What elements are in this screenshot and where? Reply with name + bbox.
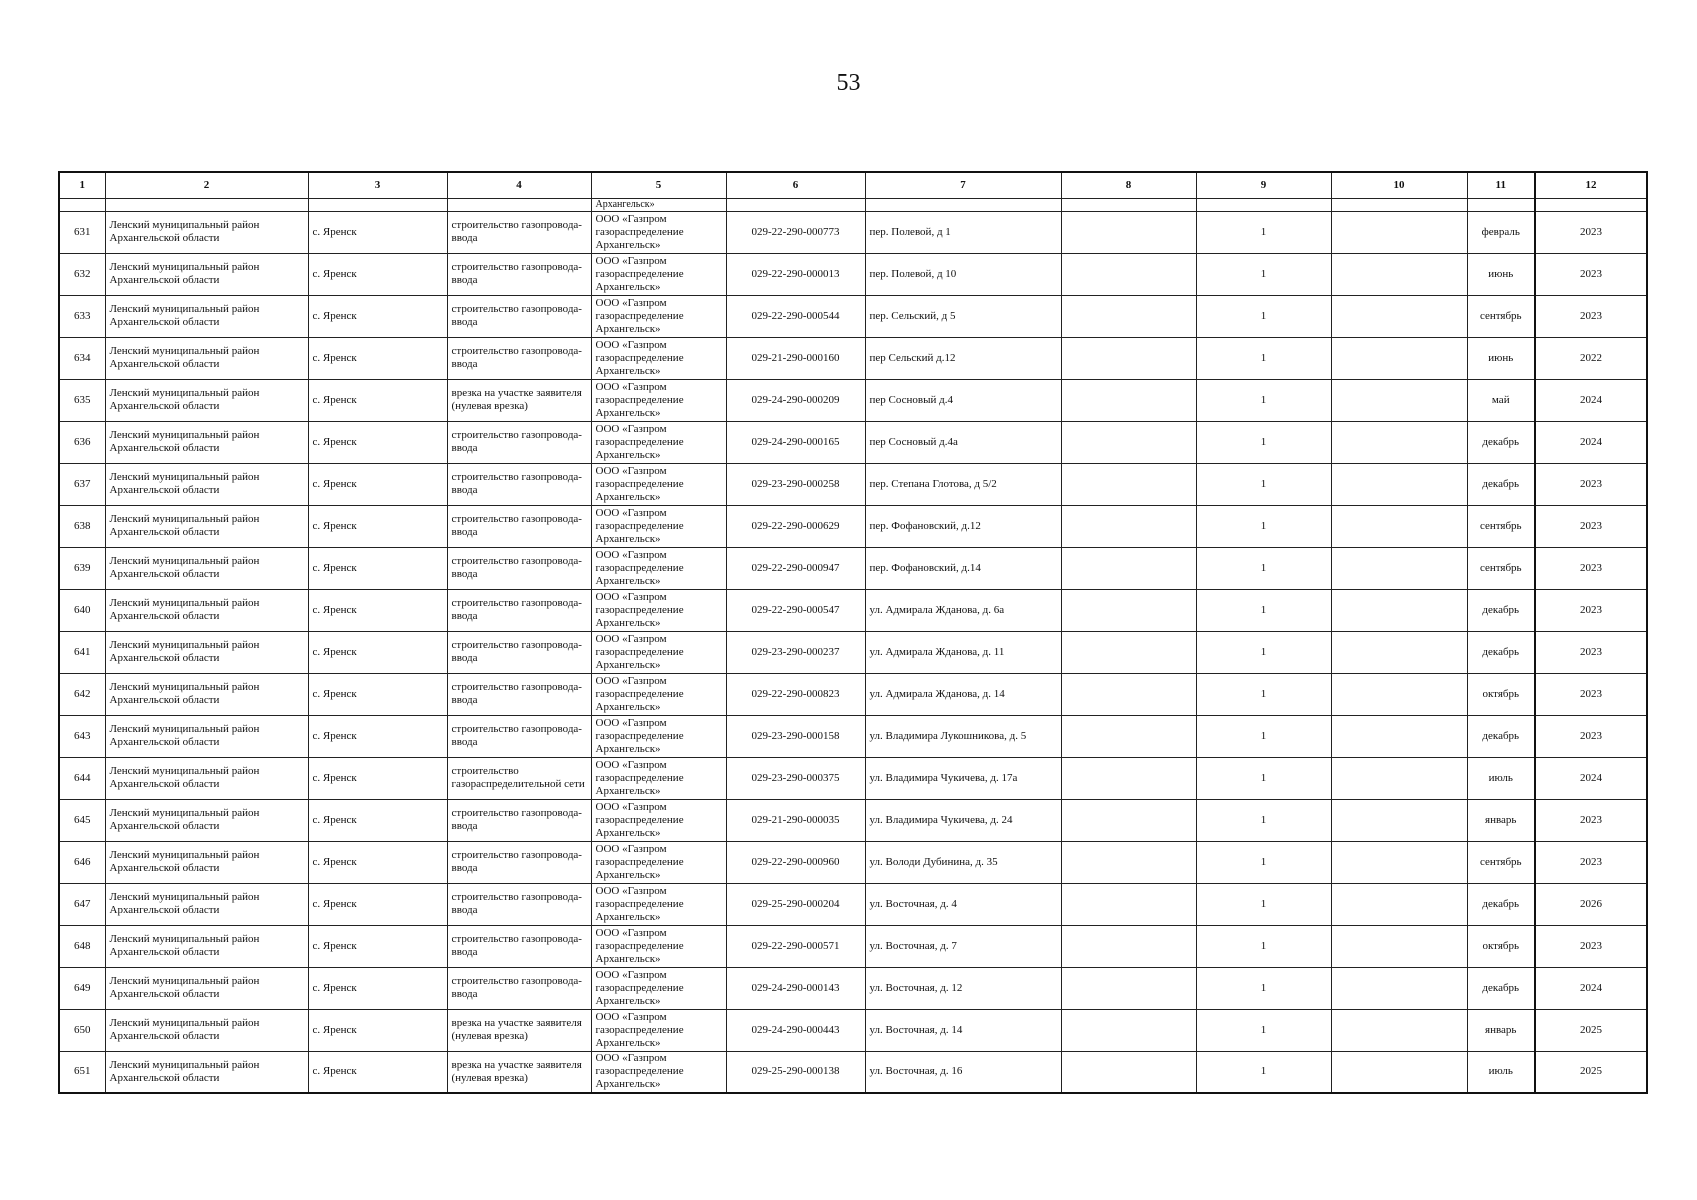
work-type-cell: врезка на участке заявителя (нулевая врезка): [447, 1051, 591, 1093]
column-8-cell: [1061, 1009, 1196, 1051]
request-code-cell: 029-22-290-000544: [726, 295, 865, 337]
quantity-cell: 1: [1196, 883, 1331, 925]
request-code-cell: 029-21-290-000160: [726, 337, 865, 379]
district-cell: Ленский муниципальный район Архангельской области: [105, 379, 308, 421]
organization-cell: ООО «Газпром газораспределение Архангельск»: [591, 1009, 726, 1051]
quantity-cell: 1: [1196, 505, 1331, 547]
column-8-cell: [1061, 505, 1196, 547]
column-10-cell: [1331, 505, 1467, 547]
column-10-cell: [1331, 1009, 1467, 1051]
place-cell: с. Яренск: [308, 925, 447, 967]
organization-cell: ООО «Газпром газораспределение Архангельск»: [591, 715, 726, 757]
organization-cell: ООО «Газпром газораспределение Архангельск»: [591, 967, 726, 1009]
place-cell: с. Яренск: [308, 337, 447, 379]
column-8-cell: [1061, 253, 1196, 295]
month-cell: июнь: [1467, 253, 1535, 295]
column-8-cell: [1061, 925, 1196, 967]
request-code-cell: 029-25-290-000204: [726, 883, 865, 925]
column-8-cell: [1061, 841, 1196, 883]
quantity-cell: 1: [1196, 589, 1331, 631]
row-number: 644: [59, 757, 105, 799]
month-cell: сентябрь: [1467, 841, 1535, 883]
place-cell: с. Яренск: [308, 589, 447, 631]
year-cell: 2024: [1535, 379, 1647, 421]
place-cell: с. Яренск: [308, 799, 447, 841]
address-cell: ул. Адмирала Жданова, д. 6а: [865, 589, 1061, 631]
quantity-cell: 1: [1196, 253, 1331, 295]
organization-cell: ООО «Газпром газораспределение Архангельск»: [591, 421, 726, 463]
column-header: 9: [1196, 172, 1331, 198]
column-10-cell: [1331, 379, 1467, 421]
column-10-cell: [1331, 673, 1467, 715]
organization-cell: ООО «Газпром газораспределение Архангельск»: [591, 463, 726, 505]
header-row: [59, 172, 1647, 198]
address-cell: пер. Степана Глотова, д 5/2: [865, 463, 1061, 505]
column-10-cell: [1331, 211, 1467, 253]
organization-cell: ООО «Газпром газораспределение Архангельск»: [591, 799, 726, 841]
request-code-cell: 029-24-290-000165: [726, 421, 865, 463]
place-cell: с. Яренск: [308, 505, 447, 547]
district-cell: Ленский муниципальный район Архангельской области: [105, 841, 308, 883]
row-number: 645: [59, 799, 105, 841]
row-number: 646: [59, 841, 105, 883]
row-number: 634: [59, 337, 105, 379]
row-number: 635: [59, 379, 105, 421]
district-cell: Ленский муниципальный район Архангельской области: [105, 967, 308, 1009]
quantity-cell: 1: [1196, 1051, 1331, 1093]
column-10-cell: [1331, 757, 1467, 799]
request-code-cell: 029-22-290-000773: [726, 211, 865, 253]
table-row: [59, 1009, 1647, 1051]
column-8-cell: [1061, 211, 1196, 253]
row-number: 647: [59, 883, 105, 925]
work-type-cell: строительство газопровода-ввода: [447, 547, 591, 589]
year-cell: 2022: [1535, 337, 1647, 379]
month-cell: декабрь: [1467, 883, 1535, 925]
year-cell: 2023: [1535, 295, 1647, 337]
place-cell: с. Яренск: [308, 547, 447, 589]
district-cell: Ленский муниципальный район Архангельской области: [105, 253, 308, 295]
address-cell: ул. Владимира Чукичева, д. 24: [865, 799, 1061, 841]
column-8-cell: [1061, 799, 1196, 841]
column-8-cell: [1061, 589, 1196, 631]
row-number: 641: [59, 631, 105, 673]
district-cell: Ленский муниципальный район Архангельской области: [105, 631, 308, 673]
request-code-cell: 029-25-290-000138: [726, 1051, 865, 1093]
district-cell: Ленский муниципальный район Архангельской области: [105, 211, 308, 253]
request-code-cell: 029-22-290-000947: [726, 547, 865, 589]
column-header: 4: [447, 172, 591, 198]
year-cell: 2024: [1535, 421, 1647, 463]
work-type-cell: строительство газопровода-ввода: [447, 589, 591, 631]
request-code-cell: 029-22-290-000960: [726, 841, 865, 883]
column-10-cell: [1331, 1051, 1467, 1093]
column-8-cell: [1061, 337, 1196, 379]
row-number: 638: [59, 505, 105, 547]
district-cell: Ленский муниципальный район Архангельской области: [105, 589, 308, 631]
year-cell: 2025: [1535, 1051, 1647, 1093]
table-row: [59, 967, 1647, 1009]
organization-cell: ООО «Газпром газораспределение Архангельск»: [591, 337, 726, 379]
quantity-cell: 1: [1196, 925, 1331, 967]
table-row: [59, 463, 1647, 505]
column-8-cell: [1061, 883, 1196, 925]
work-type-cell: строительство газораспределительной сети: [447, 757, 591, 799]
place-cell: с. Яренск: [308, 631, 447, 673]
district-cell: Ленский муниципальный район Архангельской области: [105, 1051, 308, 1093]
column-header: 3: [308, 172, 447, 198]
year-cell: 2023: [1535, 673, 1647, 715]
address-cell: пер Сосновый д.4: [865, 379, 1061, 421]
place-cell: с. Яренск: [308, 211, 447, 253]
place-cell: с. Яренск: [308, 757, 447, 799]
row-number: 649: [59, 967, 105, 1009]
year-cell: 2023: [1535, 547, 1647, 589]
request-code-cell: 029-23-290-000375: [726, 757, 865, 799]
column-8-cell: [1061, 547, 1196, 589]
month-cell: октябрь: [1467, 925, 1535, 967]
address-cell: ул. Володи Дубинина, д. 35: [865, 841, 1061, 883]
column-8-cell: [1061, 295, 1196, 337]
address-cell: ул. Восточная, д. 12: [865, 967, 1061, 1009]
column-10-cell: [1331, 841, 1467, 883]
quantity-cell: 1: [1196, 337, 1331, 379]
request-code-cell: 029-21-290-000035: [726, 799, 865, 841]
quantity-cell: 1: [1196, 421, 1331, 463]
table-row: [59, 799, 1647, 841]
table-row: [59, 883, 1647, 925]
district-cell: Ленский муниципальный район Архангельской области: [105, 505, 308, 547]
column-header: 12: [1535, 172, 1647, 198]
organization-cell: ООО «Газпром газораспределение Архангельск»: [591, 1051, 726, 1093]
organization-cell: ООО «Газпром газораспределение Архангельск»: [591, 631, 726, 673]
work-type-cell: строительство газопровода-ввода: [447, 673, 591, 715]
quantity-cell: 1: [1196, 211, 1331, 253]
column-8-cell: [1061, 631, 1196, 673]
quantity-cell: 1: [1196, 673, 1331, 715]
year-cell: 2023: [1535, 799, 1647, 841]
organization-cell: ООО «Газпром газораспределение Архангельск»: [591, 505, 726, 547]
year-cell: 2023: [1535, 253, 1647, 295]
address-cell: пер. Сельский, д 5: [865, 295, 1061, 337]
address-cell: ул. Владимира Чукичева, д. 17а: [865, 757, 1061, 799]
year-cell: 2023: [1535, 463, 1647, 505]
year-cell: 2023: [1535, 715, 1647, 757]
column-header: 6: [726, 172, 865, 198]
organization-cell: ООО «Газпром газораспределение Архангельск»: [591, 925, 726, 967]
organization-cell: ООО «Газпром газораспределение Архангельск»: [591, 295, 726, 337]
year-cell: 2023: [1535, 211, 1647, 253]
year-cell: 2024: [1535, 967, 1647, 1009]
row-number: 650: [59, 1009, 105, 1051]
place-cell: с. Яренск: [308, 295, 447, 337]
column-8-cell: [1061, 715, 1196, 757]
column-10-cell: [1331, 799, 1467, 841]
month-cell: октябрь: [1467, 673, 1535, 715]
month-cell: декабрь: [1467, 967, 1535, 1009]
row-number: 640: [59, 589, 105, 631]
column-8-cell: [1061, 379, 1196, 421]
work-type-cell: врезка на участке заявителя (нулевая врезка): [447, 379, 591, 421]
table-row: [59, 757, 1647, 799]
row-number: 648: [59, 925, 105, 967]
column-8-cell: [1061, 421, 1196, 463]
year-cell: 2023: [1535, 925, 1647, 967]
quantity-cell: 1: [1196, 547, 1331, 589]
year-cell: 2026: [1535, 883, 1647, 925]
table-row: [59, 253, 1647, 295]
month-cell: сентябрь: [1467, 505, 1535, 547]
address-cell: пер. Полевой, д 10: [865, 253, 1061, 295]
work-type-cell: строительство газопровода-ввода: [447, 211, 591, 253]
column-8-cell: [1061, 1051, 1196, 1093]
month-cell: декабрь: [1467, 463, 1535, 505]
month-cell: февраль: [1467, 211, 1535, 253]
quantity-cell: 1: [1196, 379, 1331, 421]
year-cell: 2023: [1535, 841, 1647, 883]
work-type-cell: строительство газопровода-ввода: [447, 463, 591, 505]
district-cell: Ленский муниципальный район Архангельской области: [105, 757, 308, 799]
year-cell: 2023: [1535, 631, 1647, 673]
place-cell: с. Яренск: [308, 421, 447, 463]
table-row: [59, 337, 1647, 379]
row-number: 651: [59, 1051, 105, 1093]
column-header: 2: [105, 172, 308, 198]
place-cell: с. Яренск: [308, 463, 447, 505]
table-row: [59, 295, 1647, 337]
address-cell: пер Сосновый д.4а: [865, 421, 1061, 463]
organization-cell: ООО «Газпром газораспределение Архангельск»: [591, 841, 726, 883]
work-type-cell: строительство газопровода-ввода: [447, 799, 591, 841]
work-type-cell: строительство газопровода-ввода: [447, 505, 591, 547]
month-cell: июнь: [1467, 337, 1535, 379]
address-cell: ул. Адмирала Жданова, д. 11: [865, 631, 1061, 673]
place-cell: с. Яренск: [308, 841, 447, 883]
column-10-cell: [1331, 253, 1467, 295]
month-cell: сентябрь: [1467, 547, 1535, 589]
month-cell: январь: [1467, 1009, 1535, 1051]
month-cell: июль: [1467, 757, 1535, 799]
address-cell: ул. Адмирала Жданова, д. 14: [865, 673, 1061, 715]
work-type-cell: строительство газопровода-ввода: [447, 883, 591, 925]
month-cell: сентябрь: [1467, 295, 1535, 337]
request-code-cell: 029-22-290-000629: [726, 505, 865, 547]
column-header: 7: [865, 172, 1061, 198]
column-8-cell: [1061, 463, 1196, 505]
address-cell: пер. Фофановский, д.14: [865, 547, 1061, 589]
column-8-cell: [1061, 757, 1196, 799]
column-header: 8: [1061, 172, 1196, 198]
quantity-cell: 1: [1196, 715, 1331, 757]
district-cell: Ленский муниципальный район Архангельской области: [105, 715, 308, 757]
column-10-cell: [1331, 337, 1467, 379]
work-type-cell: строительство газопровода-ввода: [447, 715, 591, 757]
column-8-cell: [1061, 967, 1196, 1009]
year-cell: 2025: [1535, 1009, 1647, 1051]
work-type-cell: строительство газопровода-ввода: [447, 295, 591, 337]
schedule-table: [58, 171, 1648, 1094]
address-cell: ул. Восточная, д. 4: [865, 883, 1061, 925]
quantity-cell: 1: [1196, 1009, 1331, 1051]
year-cell: 2023: [1535, 589, 1647, 631]
work-type-cell: строительство газопровода-ввода: [447, 421, 591, 463]
month-cell: январь: [1467, 799, 1535, 841]
district-cell: Ленский муниципальный район Архангельской области: [105, 673, 308, 715]
work-type-cell: врезка на участке заявителя (нулевая врезка): [447, 1009, 591, 1051]
table-row: [59, 673, 1647, 715]
work-type-cell: строительство газопровода-ввода: [447, 631, 591, 673]
district-cell: Ленский муниципальный район Архангельской области: [105, 463, 308, 505]
table-row: [59, 631, 1647, 673]
page-number: 53: [836, 70, 861, 96]
quantity-cell: 1: [1196, 799, 1331, 841]
request-code-cell: 029-23-290-000258: [726, 463, 865, 505]
address-cell: ул. Владимира Лукошникова, д. 5: [865, 715, 1061, 757]
place-cell: с. Яренск: [308, 253, 447, 295]
work-type-cell: строительство газопровода-ввода: [447, 967, 591, 1009]
table-row: [59, 505, 1647, 547]
request-code-cell: 029-24-290-000143: [726, 967, 865, 1009]
organization-cell: ООО «Газпром газораспределение Архангельск»: [591, 379, 726, 421]
address-cell: ул. Восточная, д. 14: [865, 1009, 1061, 1051]
column-10-cell: [1331, 295, 1467, 337]
organization-cell: ООО «Газпром газораспределение Архангельск»: [591, 757, 726, 799]
row-number: 637: [59, 463, 105, 505]
district-cell: Ленский муниципальный район Архангельской области: [105, 799, 308, 841]
column-10-cell: [1331, 967, 1467, 1009]
month-cell: май: [1467, 379, 1535, 421]
work-type-cell: строительство газопровода-ввода: [447, 841, 591, 883]
quantity-cell: 1: [1196, 841, 1331, 883]
month-cell: декабрь: [1467, 421, 1535, 463]
row-number: 636: [59, 421, 105, 463]
request-code-cell: 029-22-290-000013: [726, 253, 865, 295]
column-10-cell: [1331, 421, 1467, 463]
district-cell: Ленский муниципальный район Архангельской области: [105, 1009, 308, 1051]
column-10-cell: [1331, 925, 1467, 967]
place-cell: с. Яренск: [308, 715, 447, 757]
column-header: 10: [1331, 172, 1467, 198]
month-cell: декабрь: [1467, 715, 1535, 757]
column-header: 5: [591, 172, 726, 198]
place-cell: с. Яренск: [308, 1009, 447, 1051]
organization-cell: ООО «Газпром газораспределение Архангельск»: [591, 883, 726, 925]
request-code-cell: 029-23-290-000158: [726, 715, 865, 757]
table-row: [59, 547, 1647, 589]
place-cell: с. Яренск: [308, 379, 447, 421]
year-cell: 2023: [1535, 505, 1647, 547]
column-10-cell: [1331, 589, 1467, 631]
place-cell: с. Яренск: [308, 967, 447, 1009]
organization-cell: ООО «Газпром газораспределение Архангельск»: [591, 253, 726, 295]
row-number: 631: [59, 211, 105, 253]
address-cell: пер Сельский д.12: [865, 337, 1061, 379]
table-row: [59, 925, 1647, 967]
row-number: 639: [59, 547, 105, 589]
year-cell: 2024: [1535, 757, 1647, 799]
request-code-cell: 029-22-290-000547: [726, 589, 865, 631]
continuation-row: [59, 198, 1647, 211]
request-code-cell: 029-22-290-000823: [726, 673, 865, 715]
table-row: [59, 379, 1647, 421]
address-cell: ул. Восточная, д. 7: [865, 925, 1061, 967]
row-number: 642: [59, 673, 105, 715]
address-cell: пер. Фофановский, д.12: [865, 505, 1061, 547]
work-type-cell: строительство газопровода-ввода: [447, 253, 591, 295]
column-10-cell: [1331, 631, 1467, 673]
request-code-cell: 029-23-290-000237: [726, 631, 865, 673]
month-cell: декабрь: [1467, 589, 1535, 631]
quantity-cell: 1: [1196, 967, 1331, 1009]
request-code-cell: 029-22-290-000571: [726, 925, 865, 967]
column-header: 1: [59, 172, 105, 198]
district-cell: Ленский муниципальный район Архангельской области: [105, 295, 308, 337]
month-cell: июль: [1467, 1051, 1535, 1093]
address-cell: ул. Восточная, д. 16: [865, 1051, 1061, 1093]
district-cell: Ленский муниципальный район Архангельской области: [105, 337, 308, 379]
column-10-cell: [1331, 547, 1467, 589]
table-row: [59, 421, 1647, 463]
column-10-cell: [1331, 463, 1467, 505]
place-cell: с. Яренск: [308, 883, 447, 925]
table-row: [59, 211, 1647, 253]
column-8-cell: [1061, 673, 1196, 715]
request-code-cell: 029-24-290-000443: [726, 1009, 865, 1051]
row-number: 632: [59, 253, 105, 295]
row-number: 643: [59, 715, 105, 757]
place-cell: с. Яренск: [308, 673, 447, 715]
quantity-cell: 1: [1196, 463, 1331, 505]
work-type-cell: строительство газопровода-ввода: [447, 925, 591, 967]
organization-cell: ООО «Газпром газораспределение Архангельск»: [591, 673, 726, 715]
quantity-cell: 1: [1196, 757, 1331, 799]
quantity-cell: 1: [1196, 631, 1331, 673]
column-10-cell: [1331, 715, 1467, 757]
table-row: [59, 841, 1647, 883]
column-header: 11: [1467, 172, 1535, 198]
district-cell: Ленский муниципальный район Архангельской области: [105, 925, 308, 967]
quantity-cell: 1: [1196, 295, 1331, 337]
place-cell: с. Яренск: [308, 1051, 447, 1093]
district-cell: Ленский муниципальный район Архангельской области: [105, 421, 308, 463]
table-row: [59, 1051, 1647, 1093]
work-type-cell: строительство газопровода-ввода: [447, 337, 591, 379]
row-number: 633: [59, 295, 105, 337]
request-code-cell: 029-24-290-000209: [726, 379, 865, 421]
organization-cell: ООО «Газпром газораспределение Архангельск»: [591, 589, 726, 631]
month-cell: декабрь: [1467, 631, 1535, 673]
district-cell: Ленский муниципальный район Архангельской области: [105, 547, 308, 589]
table-row: [59, 589, 1647, 631]
organization-cell: ООО «Газпром газораспределение Архангельск»: [591, 547, 726, 589]
organization-cell: ООО «Газпром газораспределение Архангельск»: [591, 211, 726, 253]
address-cell: пер. Полевой, д 1: [865, 211, 1061, 253]
table-row: [59, 715, 1647, 757]
column-10-cell: [1331, 883, 1467, 925]
org-continuation: Архангельск»: [591, 198, 726, 211]
district-cell: Ленский муниципальный район Архангельской области: [105, 883, 308, 925]
